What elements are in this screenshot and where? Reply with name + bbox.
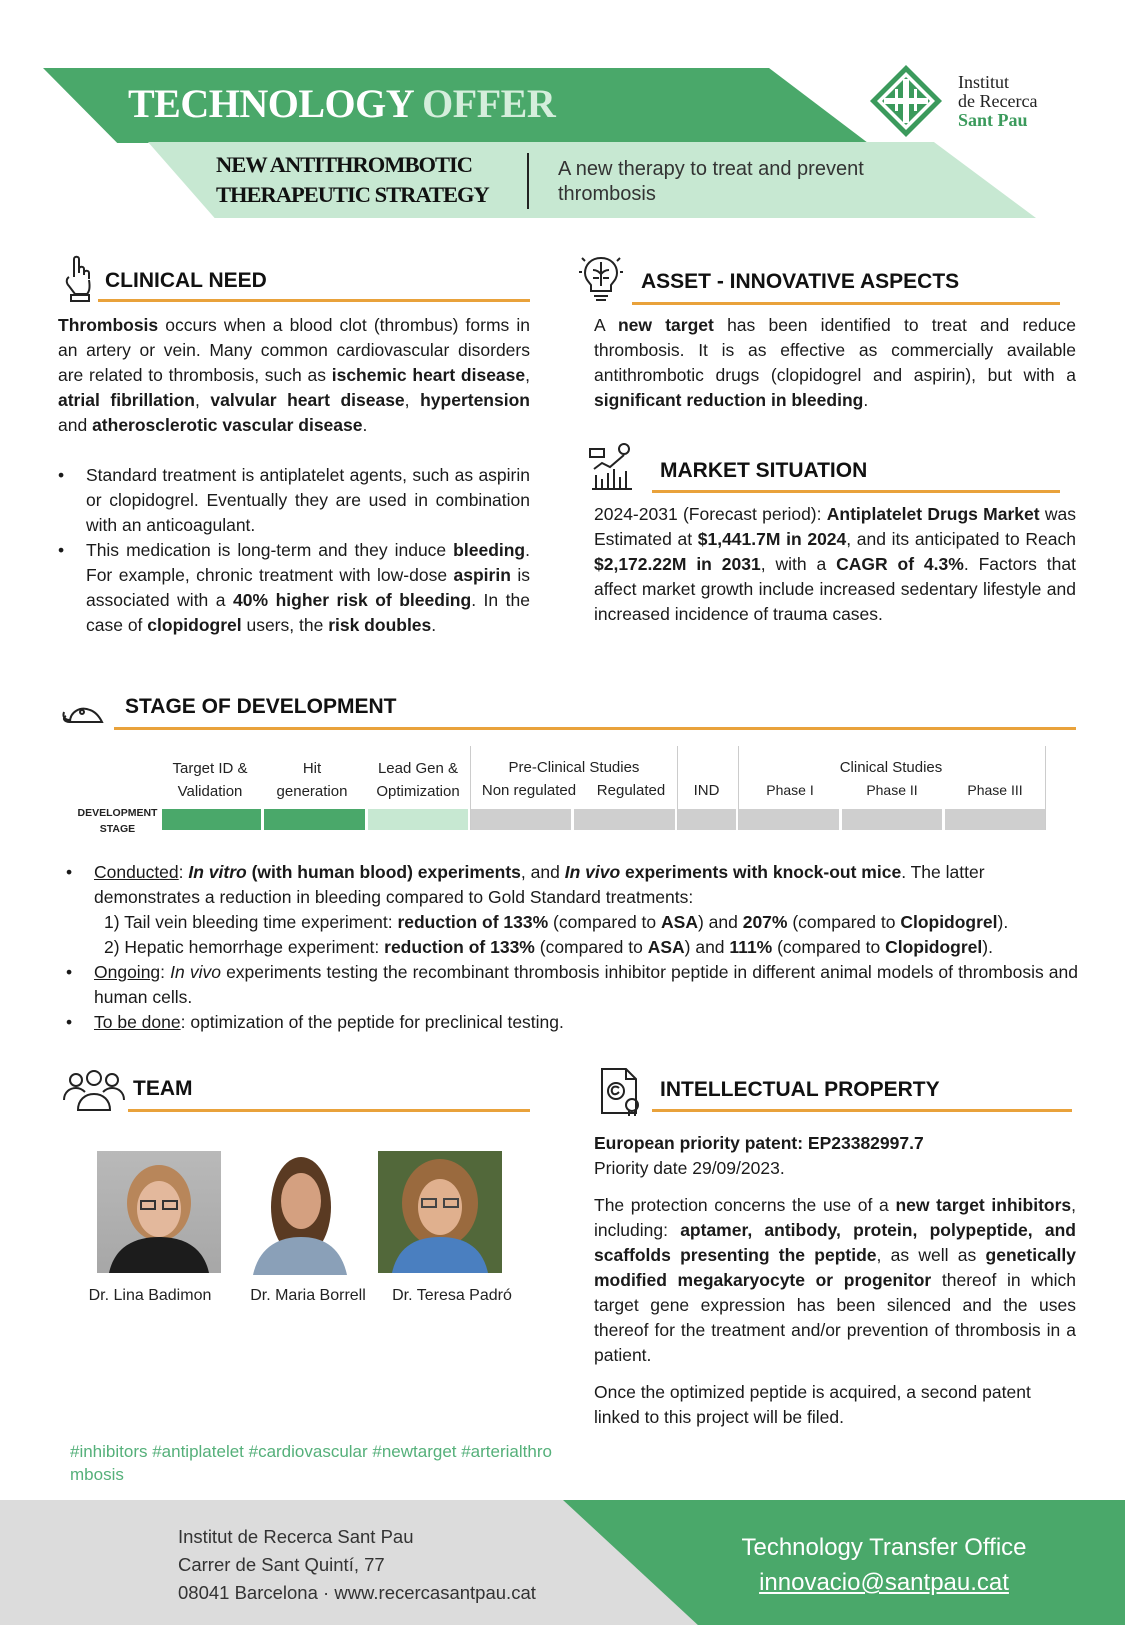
hashtags: #inhibitors #antiplatelet #cardiovascular #newtarget #arterialthrombosis bbox=[70, 1442, 552, 1484]
footer-tto-label: Technology Transfer Office bbox=[741, 1534, 1027, 1561]
team-member-name: Dr. Lina Badimon bbox=[88, 1287, 212, 1304]
footer-address-line2: Carrer de Sant Quintí, 77 bbox=[178, 1554, 385, 1575]
ip-patent-info bbox=[594, 1131, 1076, 1181]
market-chart-icon bbox=[588, 443, 634, 493]
ip-second-patent: Once the optimized peptide is acquired, a second patent linked to this project will be filed. bbox=[594, 1382, 1031, 1427]
development-ongoing: • Ongoing: In vivo experiments testing the recombinant thrombosis inhibitor peptide in different animal models of thrombosis and human cells. bbox=[66, 962, 1079, 1007]
clinical-need-bullet-1: • Standard treatment is antiplatelet agents, such as aspirin or clopidogrel. Eventually they are used in combination with an anticoagulant. bbox=[58, 463, 530, 538]
stage-bar bbox=[842, 809, 942, 830]
footer-address bbox=[178, 1523, 536, 1607]
ip-protection-text: The protection concerns the use of a new target inhibitors, including: aptamer, antibody, protein, polypeptide, and scaffolds presenting the peptide, as well as genetically modified megakaryocyte or progenitor thereof in which target gene expression has been silenced and the uses thereof for the treatment and/or prevention of thrombosis in a patient. bbox=[594, 1195, 1076, 1365]
stage-bar bbox=[368, 809, 468, 830]
clinical-need-intro: Thrombosis occurs when a blood clot (thrombus) forms in an artery or vein. Many common cardiovascular disorders are related to thrombosis, such as ischemic heart disease, atrial fibrillation, valvular heart disease, hypertension and atherosclerotic vascular disease. bbox=[58, 315, 531, 435]
clinical-need-rule bbox=[98, 299, 530, 302]
group-people-icon bbox=[62, 1070, 126, 1112]
footer-email-link[interactable]: innovacio@santpau.cat bbox=[759, 1569, 1009, 1596]
title-divider bbox=[527, 153, 529, 209]
clinical-need-bullets bbox=[58, 463, 530, 638]
brain-lightbulb-icon bbox=[578, 252, 624, 302]
stage-bar bbox=[264, 809, 365, 830]
stage-bar bbox=[471, 809, 571, 830]
team-photo-1 bbox=[97, 1151, 221, 1273]
stage-col-label: Target ID & Validation bbox=[172, 760, 248, 800]
footer-contact bbox=[724, 1530, 1044, 1600]
development-todo: • To be done: optimization of the peptide for preclinical testing. bbox=[66, 1012, 564, 1032]
ip-title: INTELLECTUAL PROPERTY bbox=[660, 1078, 940, 1101]
team-photo-2 bbox=[253, 1149, 377, 1271]
ip-priority-date: Priority date 29/09/2023. bbox=[594, 1158, 785, 1178]
development-details bbox=[66, 860, 1078, 1035]
footer-address-line1: Institut de Recerca Sant Pau bbox=[178, 1526, 414, 1547]
patent-document-icon bbox=[598, 1067, 644, 1117]
development-conducted: • Conducted: In vitro (with human blood) experiments, and In vivo experiments with knock-out mice. The latter demonstrates a reduction in bleeding compared to Gold Standard treatments: bbox=[66, 862, 985, 907]
ip-patent-number: European priority patent: EP23382997.7 bbox=[594, 1133, 924, 1153]
stage-col-label: Phase I bbox=[766, 782, 814, 798]
institut-logo-text bbox=[958, 73, 1037, 130]
ip-rule bbox=[652, 1109, 1072, 1112]
stage-separator bbox=[1045, 746, 1046, 830]
team-member-name: Dr. Teresa Padró bbox=[392, 1287, 512, 1304]
institut-cross-logo-icon bbox=[868, 63, 944, 139]
stage-bar bbox=[162, 809, 261, 830]
hand-pointing-icon bbox=[58, 255, 104, 305]
logo-line1: Institut bbox=[958, 72, 1010, 92]
stage-title: STAGE OF DEVELOPMENT bbox=[125, 695, 397, 718]
stage-col-label: IND bbox=[693, 782, 720, 799]
product-description: A new therapy to treat and prevent thrombosis bbox=[558, 158, 864, 205]
logo-line2: de Recerca bbox=[958, 91, 1038, 111]
development-item-2: 2) Hepatic hemorrhage experiment: reduction of 133% (compared to ASA) and 111% (compared to Clopidogrel). bbox=[104, 937, 993, 957]
page-title bbox=[128, 80, 555, 127]
stage-col-label: Phase III bbox=[967, 782, 1023, 798]
mouse-icon bbox=[60, 700, 106, 728]
stage-group-preclinical: Pre-Clinical Studies bbox=[508, 759, 640, 776]
stage-row-label: DEVELOPMENT STAGE bbox=[77, 807, 158, 835]
clinical-need-title: CLINICAL NEED bbox=[105, 269, 267, 292]
stage-bar bbox=[945, 809, 1045, 830]
title-offer: OFFER bbox=[422, 81, 556, 126]
stage-col-label: Lead Gen & Optimization bbox=[376, 760, 460, 800]
stage-col-label: Regulated bbox=[596, 782, 666, 799]
stage-rule bbox=[114, 727, 1076, 730]
development-item-1: 1) Tail vein bleeding time experiment: reduction of 133% (compared to ASA) and 207% (compared to Clopidogrel). bbox=[104, 912, 1009, 932]
stage-col-label: Hit generation bbox=[276, 760, 348, 800]
product-title-line1: NEW ANTITHROMBOTIC bbox=[216, 152, 473, 177]
asset-text: A new target has been identified to treat and reduce thrombosis. It is as effective as commercially available antithrombotic drugs (clopidogrel and aspirin), but with a significant reduction in bleeding. bbox=[594, 315, 1076, 410]
asset-title: ASSET - INNOVATIVE ASPECTS bbox=[641, 270, 960, 293]
title-technology: TECHNOLOGY bbox=[128, 81, 413, 126]
product-title-line2: THERAPEUTIC STRATEGY bbox=[216, 182, 489, 207]
team-rule bbox=[128, 1109, 530, 1112]
product-title bbox=[216, 150, 489, 210]
footer-address-line3[interactable]: 08041 Barcelona · www.recercasantpau.cat bbox=[178, 1582, 536, 1603]
stage-group-clinical: Clinical Studies bbox=[839, 759, 943, 776]
team-title: TEAM bbox=[133, 1077, 193, 1100]
stage-bar bbox=[574, 809, 675, 830]
asset-rule bbox=[632, 302, 1060, 305]
market-title: MARKET SITUATION bbox=[660, 459, 868, 482]
stage-col-label: Phase II bbox=[866, 782, 918, 798]
team-photo-3 bbox=[378, 1151, 502, 1273]
logo-line3: Sant Pau bbox=[958, 110, 1028, 130]
market-rule bbox=[652, 490, 1060, 493]
stage-bar bbox=[678, 809, 736, 830]
clinical-need-bullet-2: • This medication is long-term and they induce bleeding. For example, chronic treatment with low-dose aspirin is associated with a 40% higher risk of bleeding. In the case of clopidogrel users, the risk doubles. bbox=[58, 538, 530, 638]
team-member-name: Dr. Maria Borrell bbox=[250, 1287, 366, 1304]
stage-bar bbox=[739, 809, 839, 830]
stage-col-label: Non regulated bbox=[481, 782, 577, 799]
market-text: 2024-2031 (Forecast period): Antiplatelet Drugs Market was Estimated at $1,441.7M in 2024, and its anticipated to Reach $2,172.22M in 2031, with a CAGR of 4.3%. Factors that affect market growth include increased sedentary lifestyle and increased incidence of trauma cases. bbox=[594, 504, 1077, 624]
